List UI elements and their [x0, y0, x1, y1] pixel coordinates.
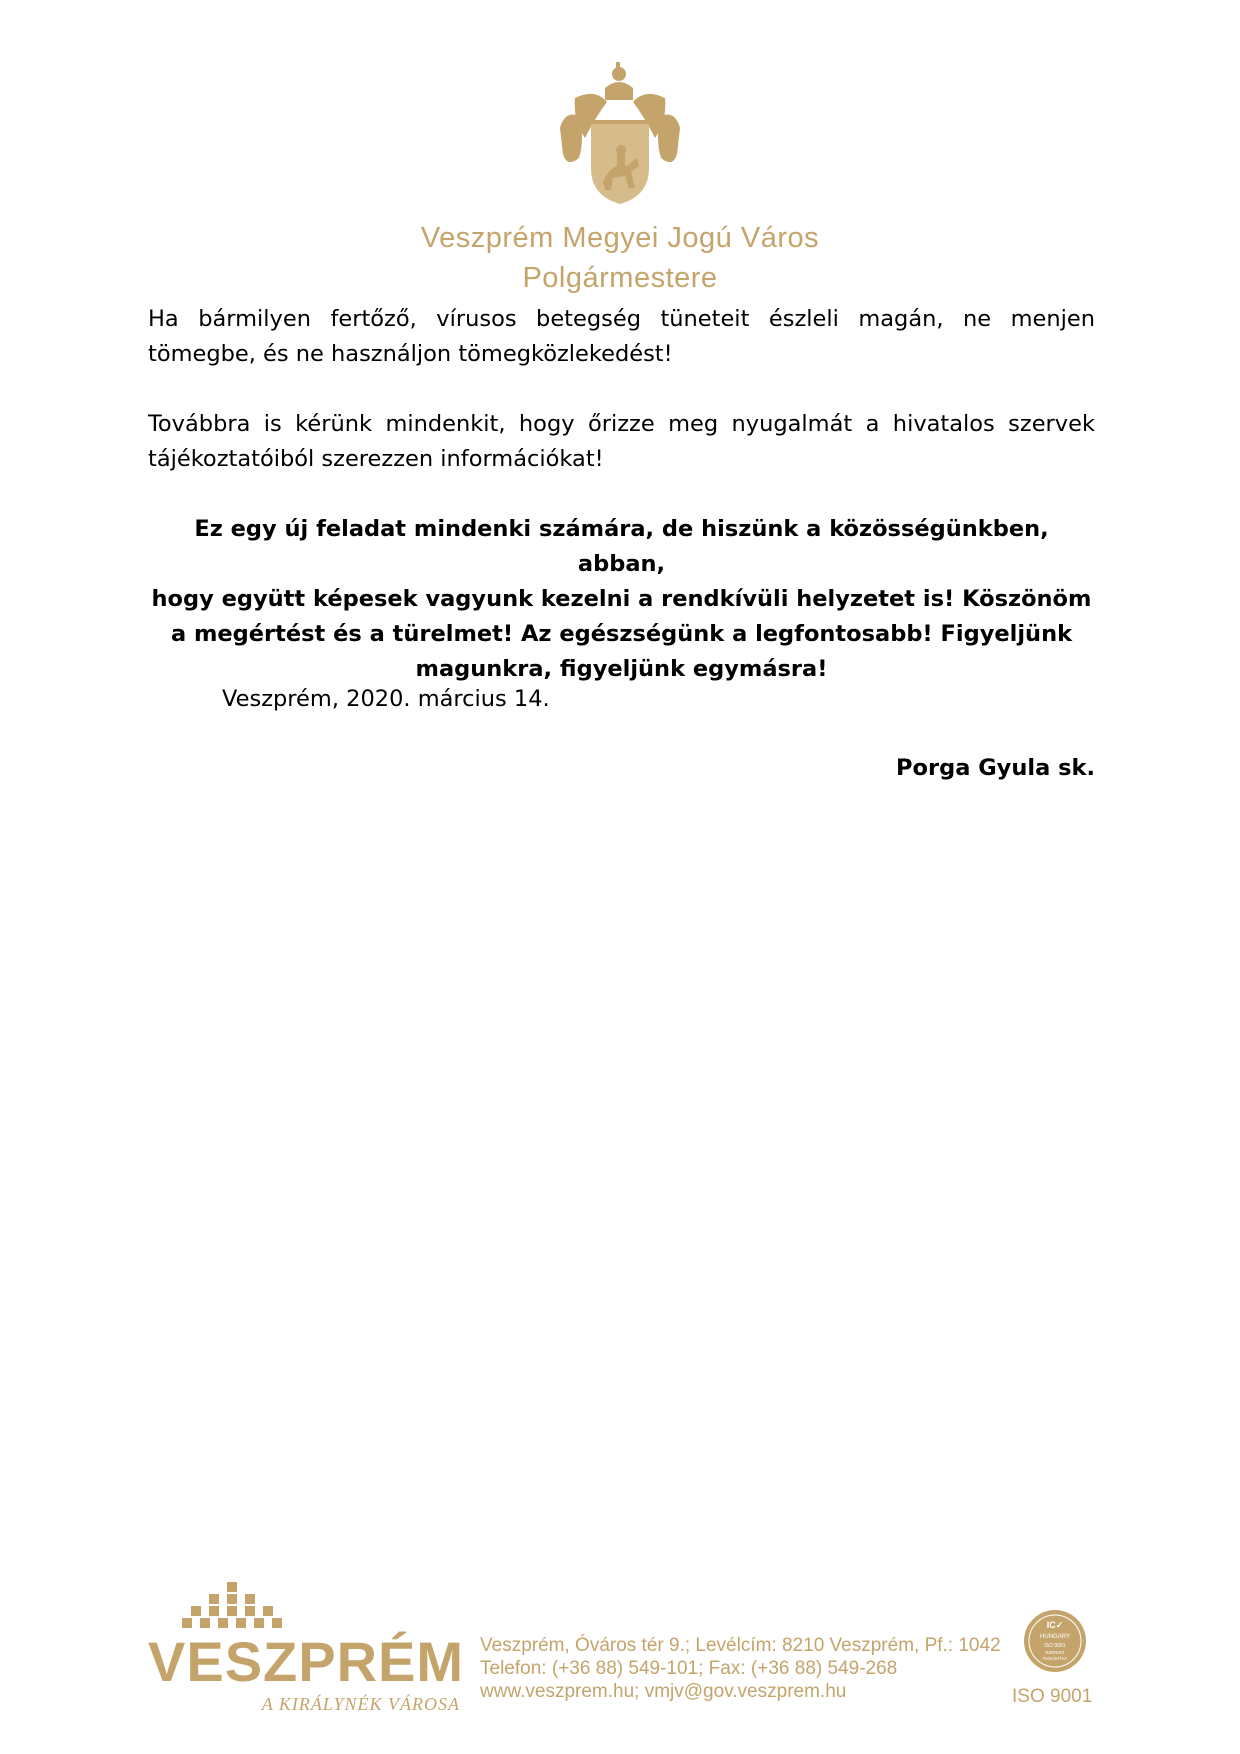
bold-appeal-line: a megértést és a türelmet! Az egészségünk a legfontosabb! Figyeljünk [170, 621, 1073, 647]
iso-label: ISO 9001 [1012, 1686, 1093, 1707]
bold-appeal-line: Ez egy új feladat mindenki számára, de hiszünk a közösségünkben, abban, [194, 516, 1049, 577]
logo-tagline: A KIRÁLYNÉK VÁROSA [261, 1694, 460, 1714]
paragraph-symptoms: Ha bármilyen fertőző, vírusos betegség tüneteit észleli magán, ne menjen tömegbe, és ne használjon tömegközlekedést! [148, 306, 1095, 367]
svg-text:ISO 9001: ISO 9001 [1044, 1643, 1066, 1649]
svg-text:HUNGARY: HUNGARY [1040, 1634, 1070, 1640]
paragraph-calm: Továbbra is kérünk mindenkit, hogy őrizze meg nyugalmát a hivatalos szervek tájékoztatóiból szerezzen információkat! [148, 411, 1095, 472]
header-subtitle: Polgármestere [522, 262, 718, 294]
iso-certification-badge-icon [1022, 1608, 1088, 1674]
web-email-line: www.veszprem.hu; vmjv@gov.veszprem.hu [480, 1681, 847, 1702]
coat-of-arms-icon [555, 58, 685, 208]
svg-text:IC✓: IC✓ [1046, 1620, 1064, 1630]
contact-info [480, 1634, 1001, 1703]
document-date: Veszprém, 2020. március 14. [222, 686, 550, 712]
bold-appeal [148, 512, 1095, 687]
checkerboard-crown-icon [180, 1582, 290, 1632]
bold-appeal-line: magunkra, figyeljünk egymásra! [415, 656, 828, 682]
veszprem-logo [148, 1582, 465, 1714]
bold-appeal-line: hogy együtt képesek vagyunk kezelni a rendkívüli helyzetet is! Köszönöm [151, 586, 1092, 612]
phone-line: Telefon: (+36 88) 549-101; Fax: (+36 88) 549-268 [480, 1658, 898, 1679]
address-line: Veszprém, Óváros tér 9.; Levélcím: 8210 Veszprém, Pf.: 1042 [480, 1635, 1001, 1656]
svg-text:TANÚSÍTVA: TANÚSÍTVA [1042, 1656, 1068, 1661]
header-title: Veszprém Megyei Jogú Város [420, 222, 820, 254]
svg-text:SZERINT: SZERINT [1045, 1650, 1065, 1655]
logo-wordmark: VESZPRÉM [148, 1630, 465, 1693]
signature: Porga Gyula sk. [896, 755, 1095, 781]
